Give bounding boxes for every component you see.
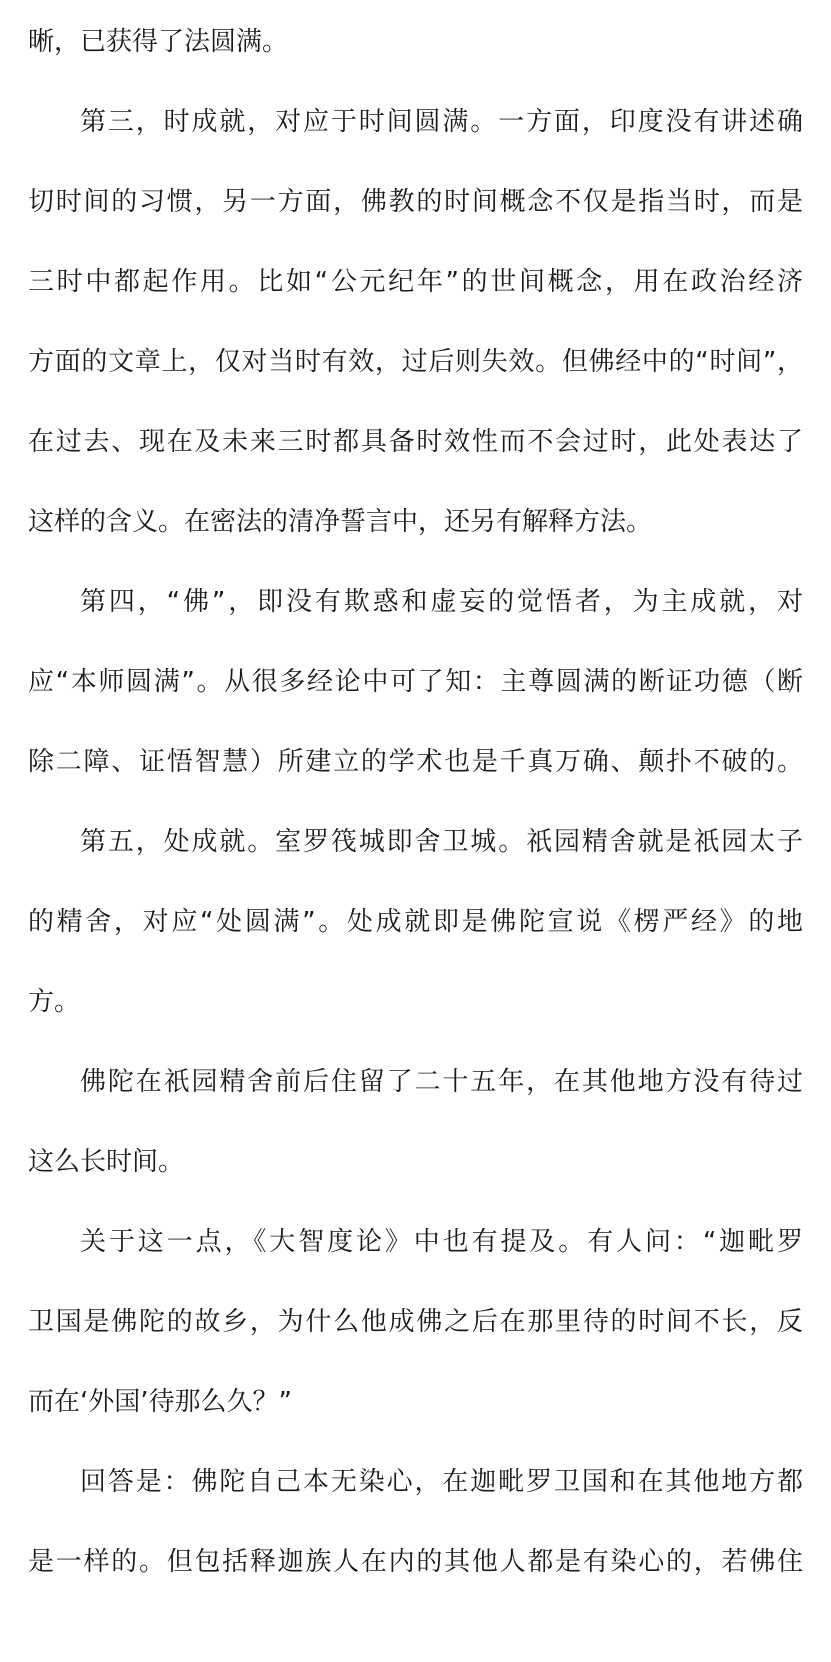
text-line: 在过去、现在及未来三时都具备时效性而不会过时，此处表达了 bbox=[28, 427, 803, 457]
text-line: 的精舍，对应“处圆满”。处成就即是佛陀宣说《楞严经》的地 bbox=[28, 907, 803, 937]
text-line: 切时间的习惯，另一方面，佛教的时间概念不仅是指当时，而是 bbox=[28, 187, 803, 217]
text-line: 而在‘外国’待那么久？” bbox=[28, 1387, 292, 1417]
paragraph-first-line: 第五，处成就。室罗筏城即舍卫城。祇园精舍就是祇园太子 bbox=[80, 827, 803, 857]
paragraph-first-line: 第四，“佛”，即没有欺惑和虚妄的觉悟者，为主成就，对 bbox=[80, 587, 803, 617]
text-line: 除二障、证悟智慧）所建立的学术也是千真万确、颠扑不破的。 bbox=[28, 747, 803, 777]
text-line: 是一样的。但包括释迦族人在内的其他人都是有染心的，若佛住 bbox=[28, 1547, 803, 1577]
paragraph-first-line: 佛陀在祇园精舍前后住留了二十五年，在其他地方没有待过 bbox=[80, 1067, 803, 1097]
paragraph-first-line: 关于这一点，《大智度论》中也有提及。有人问：“迦毗罗 bbox=[80, 1227, 803, 1257]
text-line: 这么长时间。 bbox=[28, 1147, 185, 1177]
text-line: 方面的文章上，仅对当时有效，过后则失效。但佛经中的“时间”， bbox=[28, 347, 803, 377]
text-line: 这样的含义。在密法的清净誓言中，还另有解释方法。 bbox=[28, 507, 653, 537]
text-line: 卫国是佛陀的故乡，为什么他成佛之后在那里待的时间不长，反 bbox=[28, 1307, 803, 1337]
paragraph-first-line: 回答是：佛陀自己本无染心，在迦毗罗卫国和在其他地方都 bbox=[80, 1467, 803, 1497]
text-line: 晰，已获得了法圆满。 bbox=[28, 27, 289, 57]
text-line: 应“本师圆满”。从很多经论中可了知：主尊圆满的断证功德（断 bbox=[28, 667, 803, 697]
paragraph-first-line: 第三，时成就，对应于时间圆满。一方面，印度没有讲述确 bbox=[80, 107, 803, 137]
text-line: 方。 bbox=[28, 987, 81, 1017]
text-line: 三时中都起作用。比如“公元纪年”的世间概念，用在政治经济 bbox=[28, 267, 803, 297]
